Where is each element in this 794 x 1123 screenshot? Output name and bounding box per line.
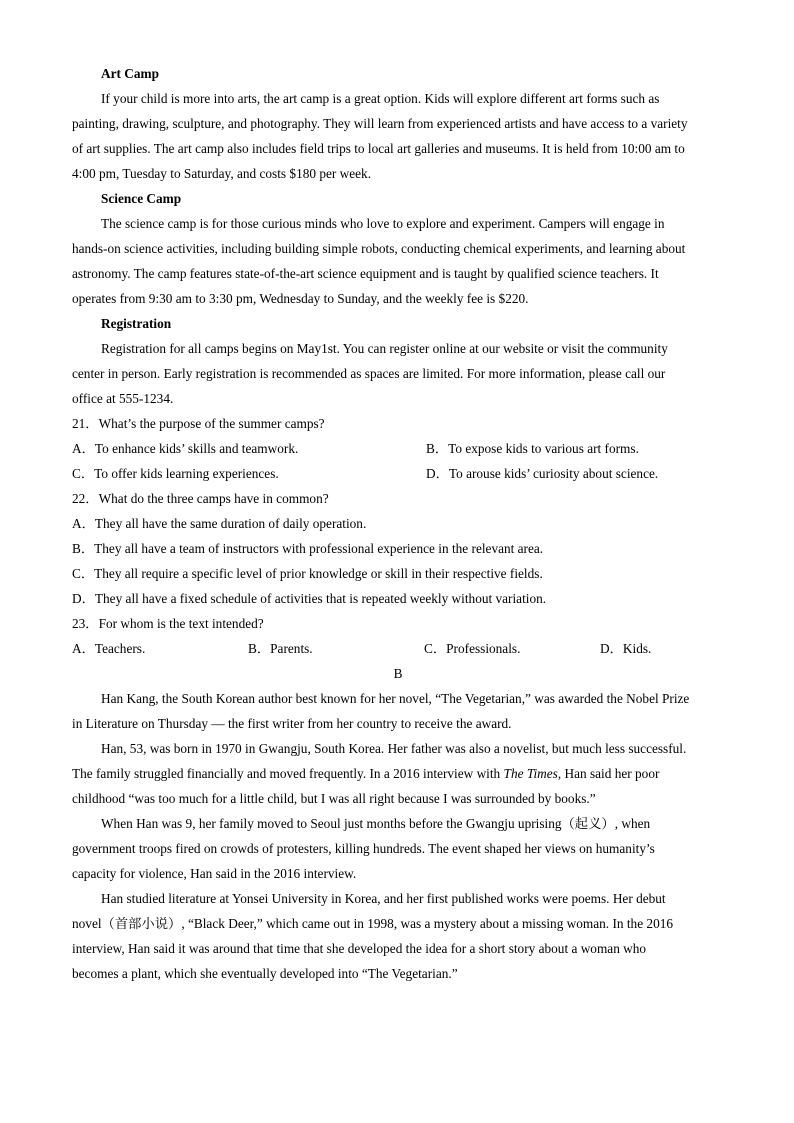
science-camp-line: hands-on science activities, including building simple robots, conducting chemical experiments, and learning about (72, 241, 686, 256)
registration-line: Registration for all camps begins on May1st. You can register online at our website or visit the community (101, 341, 668, 356)
question-21-stem: 21．What’s the purpose of the summer camps? (72, 416, 325, 431)
section-b-label: B (393, 666, 403, 681)
question-23-stem: 23．For whom is the text intended? (72, 616, 264, 631)
passage-b-line: becomes a plant, which she eventually developed into “The Vegetarian.” (72, 966, 458, 981)
registration-heading: Registration (101, 316, 172, 331)
question-23-option-a: A．Teachers. (72, 641, 146, 656)
passage-b-line: When Han was 9, her family moved to Seoul just months before the Gwangju uprising（起义）, when (101, 816, 651, 831)
art-camp-line: painting, drawing, sculpture, and photography. They will learn from experienced artists and have access to a variety (72, 116, 688, 131)
question-22-stem: 22．What do the three camps have in common? (72, 491, 329, 506)
registration-line: office at 555-1234. (72, 391, 174, 406)
question-21-options-row (72, 436, 724, 461)
question-22-option-c: C．They all require a specific level of prior knowledge or skill in their respective fields. (72, 566, 543, 581)
passage-b-line: Han studied literature at Yonsei University in Korea, and her first published works were poems. Her debut (101, 891, 666, 906)
question-21-option-c: C．To offer kids learning experiences. (72, 466, 279, 481)
art-camp-line: 4:00 pm, Tuesday to Saturday, and costs $180 per week. (72, 166, 372, 181)
question-22-option-a: A．They all have the same duration of daily operation. (72, 516, 367, 531)
question-21-option-a: A．To enhance kids’ skills and teamwork. (72, 441, 299, 456)
art-camp-heading: Art Camp (101, 66, 159, 81)
passage-b-line: in Literature on Thursday — the first writer from her country to receive the award. (72, 716, 512, 731)
passage-b-line: novel（首部小说）, “Black Deer,” which came out in 1998, was a mystery about a missing woman. In the 2016 (72, 916, 674, 931)
question-21-options-row (72, 461, 724, 486)
passage-b-line: Han, 53, was born in 1970 in Gwangju, South Korea. Her father was also a novelist, but much less successful. (101, 741, 687, 756)
science-camp-heading: Science Camp (101, 191, 182, 206)
question-23-option-d: D．Kids. (600, 641, 652, 656)
registration-line: center in person. Early registration is recommended as spaces are limited. For more information, please call our (72, 366, 666, 381)
passage-b-line (72, 761, 724, 786)
document-page (72, 61, 724, 986)
passage-b-line: Han Kang, the South Korean author best known for her novel, “The Vegetarian,” was awarded the Nobel Prize (101, 691, 690, 706)
passage-b-text: , Han said her poor (557, 766, 660, 781)
science-camp-line: operates from 9:30 am to 3:30 pm, Wednesday to Sunday, and the weekly fee is $220. (72, 291, 529, 306)
art-camp-line: If your child is more into arts, the art camp is a great option. Kids will explore different art forms such as (101, 91, 660, 106)
passage-b-line: childhood “was too much for a little child, but I was all right because I was surrounded by books.” (72, 791, 596, 806)
passage-b-line: capacity for violence, Han said in the 2016 interview. (72, 866, 357, 881)
question-23-options-row (72, 636, 724, 661)
question-21-option-b: B．To expose kids to various art forms. (426, 441, 639, 456)
passage-b-text: The family struggled financially and moved frequently. In a 2016 interview with (72, 766, 504, 781)
newspaper-title: The Times (503, 766, 558, 781)
question-23-option-c: C．Professionals. (424, 641, 521, 656)
question-21-option-d: D．To arouse kids’ curiosity about science. (426, 466, 659, 481)
passage-b-line: interview, Han said it was around that time that she developed the idea for a short story about a woman who (72, 941, 647, 956)
question-22-option-d: D．They all have a fixed schedule of activities that is repeated weekly without variation. (72, 591, 547, 606)
science-camp-line: The science camp is for those curious minds who love to explore and experiment. Campers will engage in (101, 216, 665, 231)
art-camp-line: of art supplies. The art camp also includes field trips to local art galleries and museums. It is held from 10:00 am to (72, 141, 685, 156)
science-camp-line: astronomy. The camp features state-of-the-art science equipment and is taught by qualified science teachers. It (72, 266, 659, 281)
passage-b-line: government troops fired on crowds of protesters, killing hundreds. The event shaped her views on humanity’s (72, 841, 655, 856)
question-23-option-b: B．Parents. (248, 641, 313, 656)
question-22-option-b: B．They all have a team of instructors with professional experience in the relevant area. (72, 541, 544, 556)
